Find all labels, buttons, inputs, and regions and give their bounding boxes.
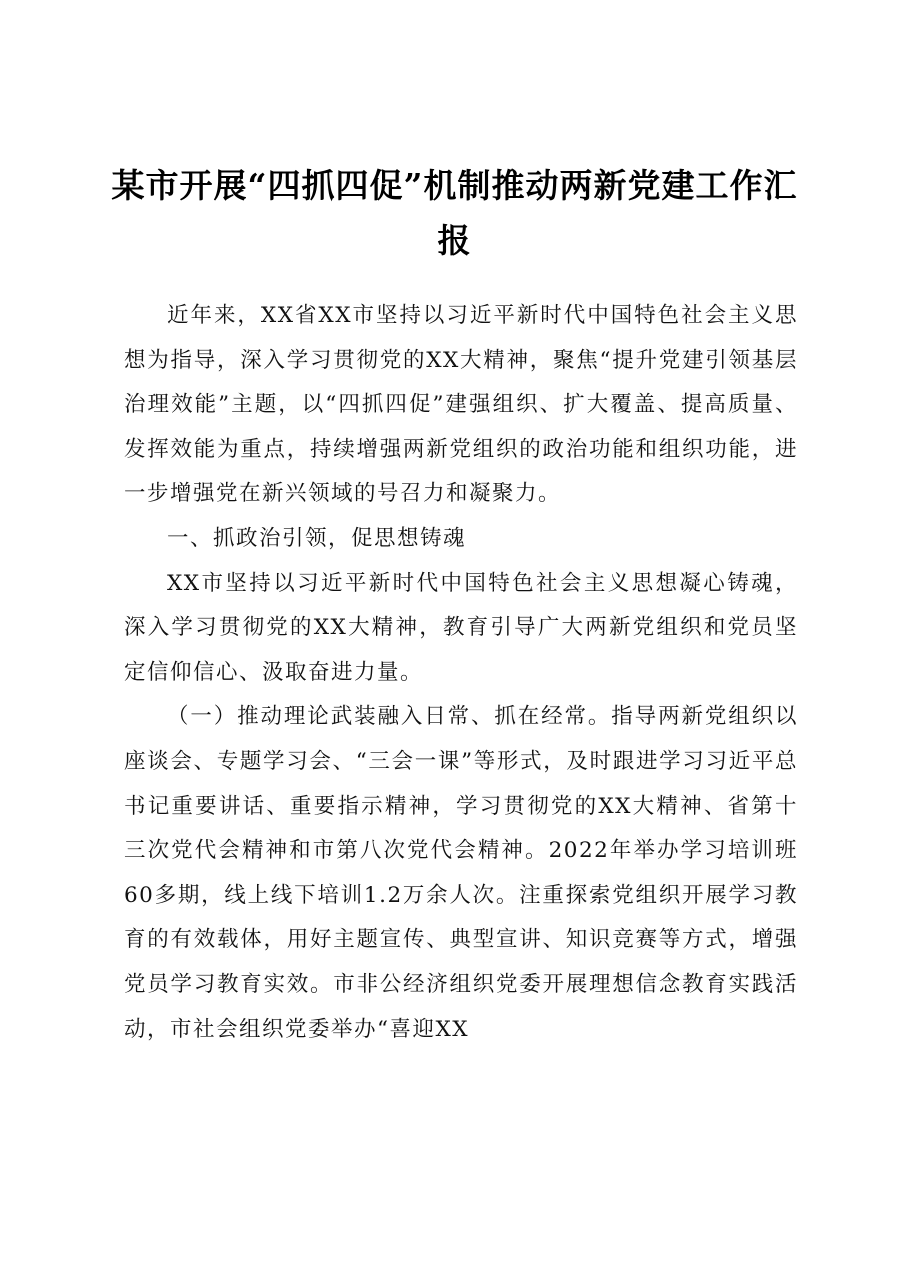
document-title: 某市开展“四抓四促”机制推动两新党建工作汇报 [111,166,798,260]
section-heading-1: 一、抓政治引领，促思想铸魂 [167,525,467,551]
paragraph-intro: 近年来，XX省XX市坚持以习近平新时代中国特色社会主义思想为指导，深入学习贯彻党的XX大精神，聚焦“提升党建引领基层治理效能”主题，以“四抓四促”建强组织、扩大覆盖、提高质量、发挥效能为重点，持续增强两新党组织的政治功能和组织功能，进一步增强党在新兴领域的号召力和凝聚力。 [124,303,798,507]
document-body [124,294,798,1052]
paragraph-section-1: XX市坚持以习近平新时代中国特色社会主义思想凝心铸魂，深入学习贯彻党的XX大精神，教育引导广大两新党组织和党员坚定信仰信心、汲取奋进力量。 [124,570,798,685]
paragraph-subsection-1: （一）推动理论武装融入日常、抓在经常。指导两新党组织以座谈会、专题学习会、“三会一课”等形式，及时跟进学习习近平总书记重要讲话、重要指示精神，学习贯彻党的XX大精神、省第十三次党代会精神和市第八次党代会精神。2022年举办学习培训班60多期，线上线下培训1.2万余人次。注重探索党组织开展学习教育的有效载体，用好主题宣传、典型宣讲、知识竞赛等方式，增强党员学习教育实效。市非公经济组织党委开展理想信念教育实践活动，市社会组织党委举办“喜迎XX [124,704,798,1042]
